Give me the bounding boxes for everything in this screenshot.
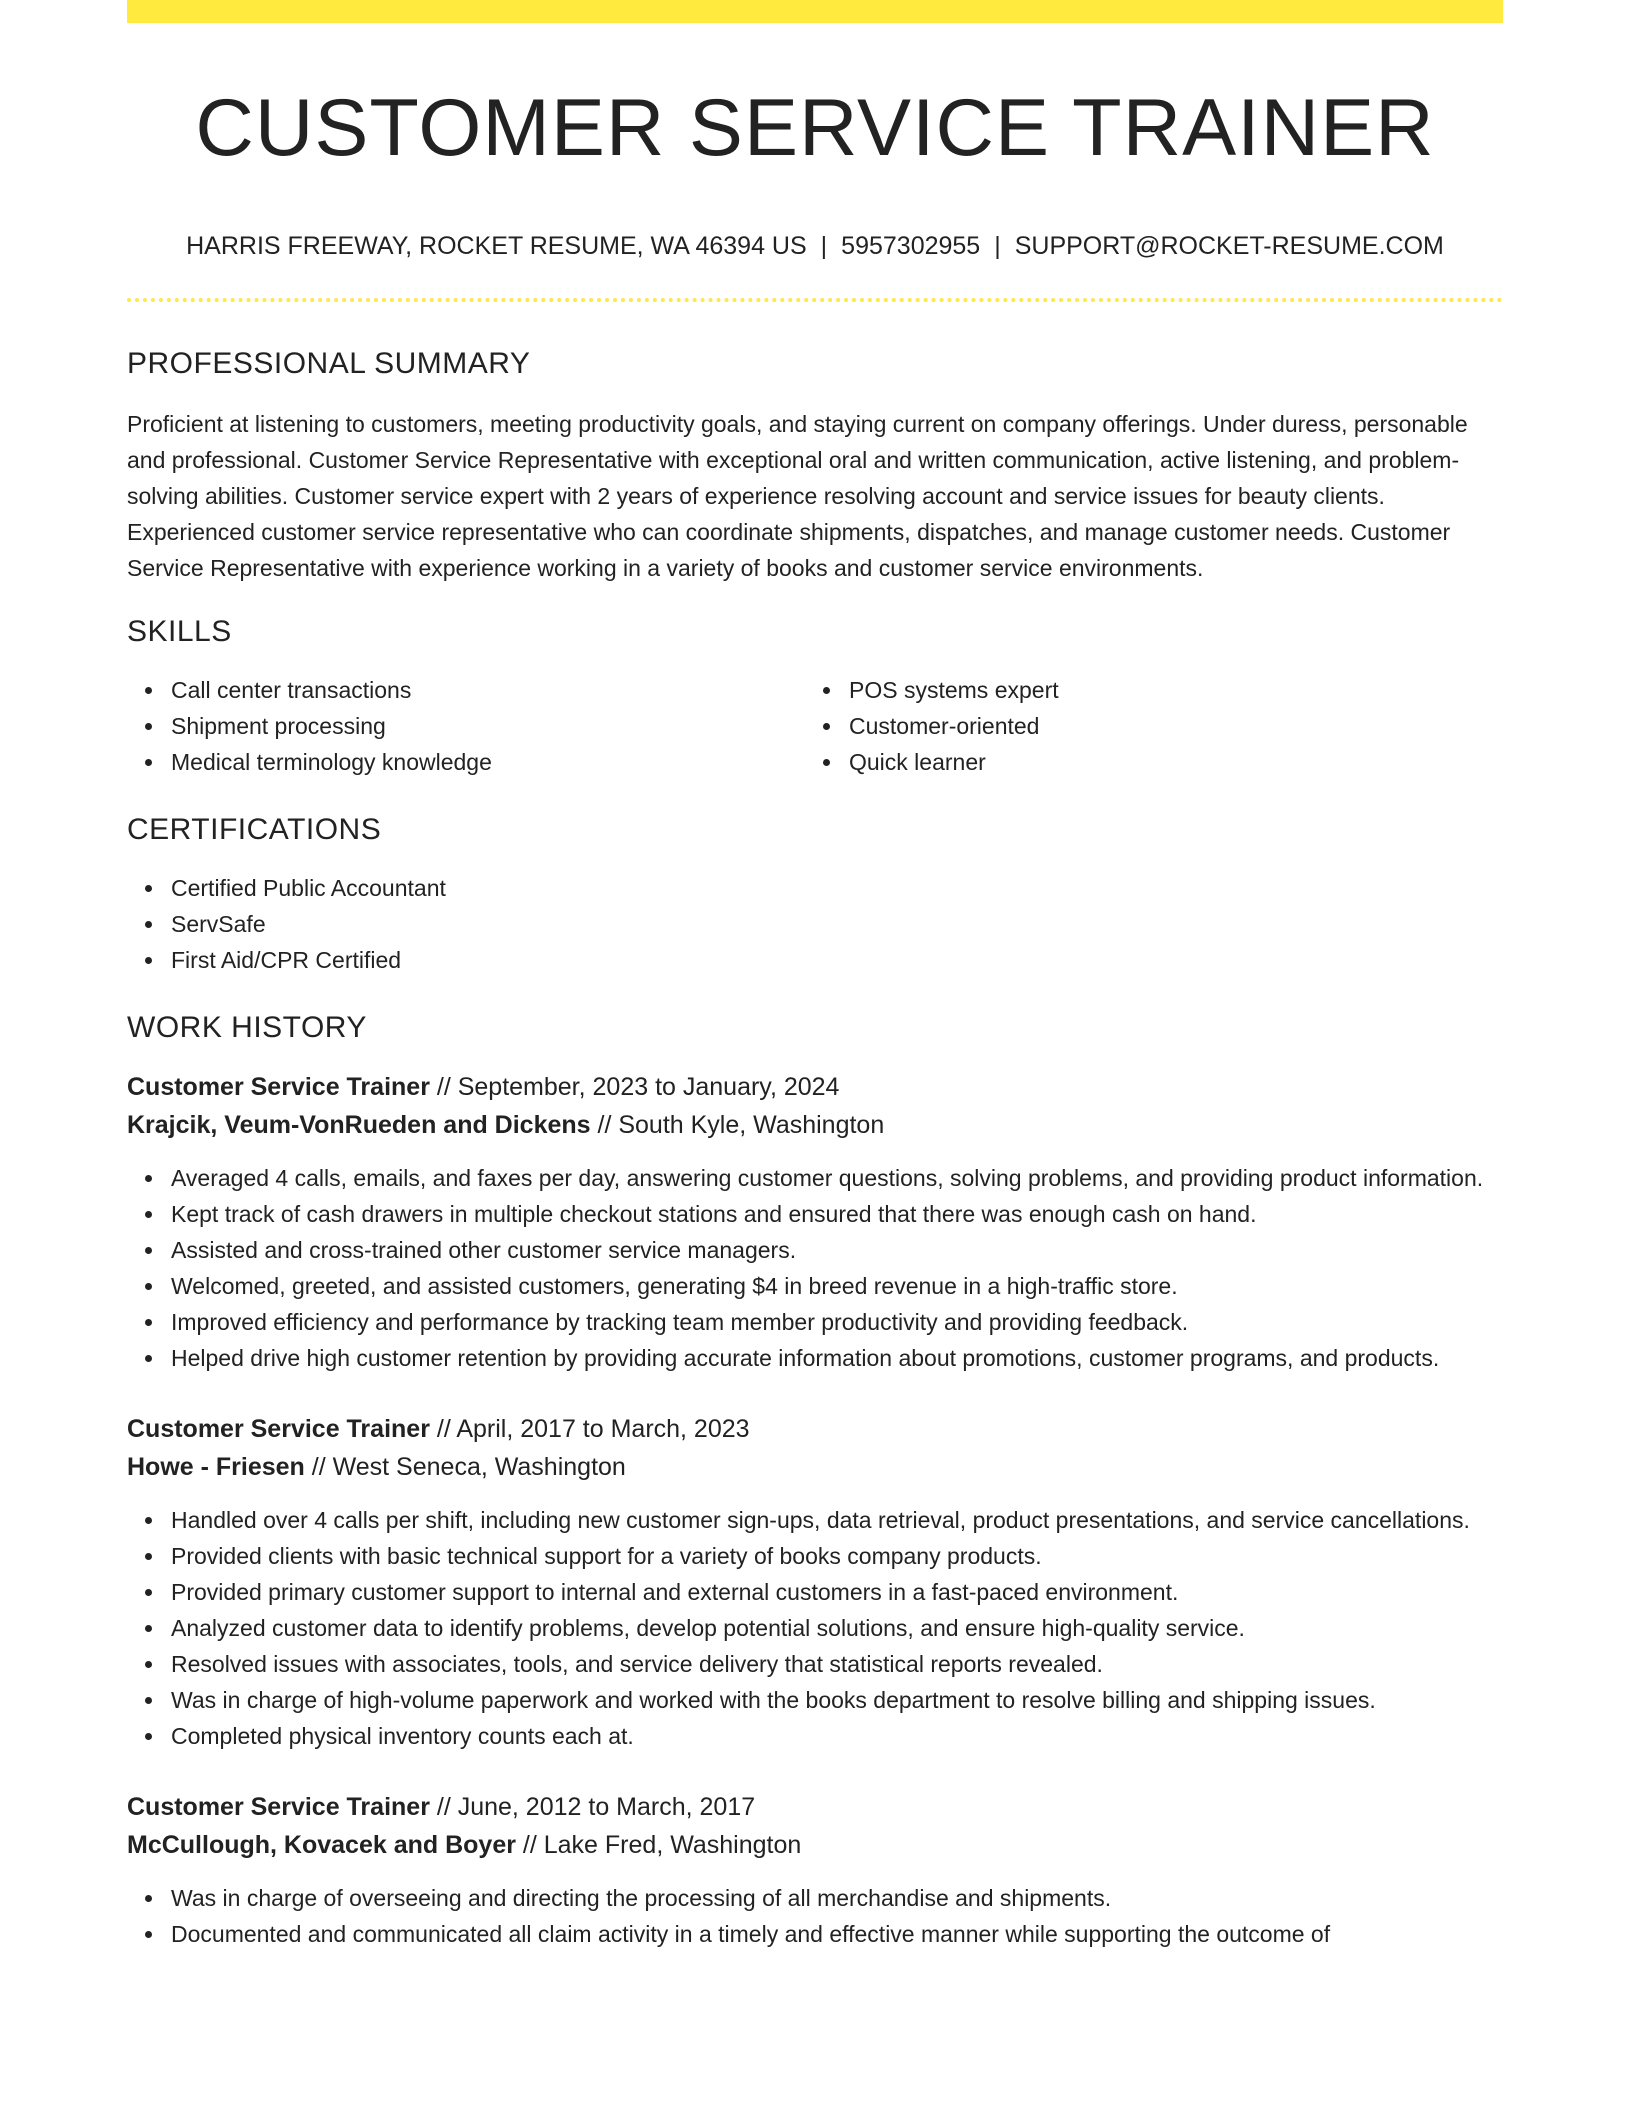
job-bullet: Assisted and cross-trained other customer service managers. [171,1232,1503,1268]
job-entry [127,1410,1503,1754]
job-bullet: Welcomed, greeted, and assisted customers, generating $4 in breed revenue in a high-traffic store. [171,1268,1503,1304]
work-history-heading: WORK HISTORY [127,1011,367,1045]
job-bullet: Provided clients with basic technical support for a variety of books company products. [171,1538,1503,1574]
skills-column-right [805,672,1483,780]
skills-heading: SKILLS [127,615,232,649]
job-title-line [127,1410,1503,1448]
job-location: // Lake Fred, Washington [515,1831,802,1860]
job-entry [127,1068,1503,1376]
skill-item: Quick learner [849,744,1483,780]
contact-email: SUPPORT@ROCKET-RESUME.COM [1014,232,1444,261]
job-bullet: Was in charge of overseeing and directing the processing of all merchandise and shipments. [171,1880,1503,1916]
job-bullets [127,1160,1503,1376]
job-bullet: Resolved issues with associates, tools, and service delivery that statistical reports revealed. [171,1646,1503,1682]
resume-page [127,0,1503,1952]
certification-item: ServSafe [171,906,1503,942]
skill-item: Medical terminology knowledge [171,744,805,780]
skill-item: Customer-oriented [849,708,1483,744]
contact-address: HARRIS FREEWAY, ROCKET RESUME, WA 46394 US [186,232,807,261]
certification-item: Certified Public Accountant [171,870,1503,906]
job-company: Howe - Friesen [127,1453,305,1482]
job-dates: // September, 2023 to January, 2024 [429,1073,840,1102]
job-dates: // June, 2012 to March, 2017 [429,1793,756,1822]
summary-heading: PROFESSIONAL SUMMARY [127,347,531,381]
job-entry [127,1788,1503,1952]
job-company: Krajcik, Veum-VonRueden and Dickens [127,1111,591,1140]
job-title-line [127,1788,1503,1826]
skill-item: Call center transactions [171,672,805,708]
job-title-line [127,1068,1503,1106]
certifications-heading: CERTIFICATIONS [127,813,382,847]
job-company: McCullough, Kovacek and Boyer [127,1831,516,1860]
job-bullet: Handled over 4 calls per shift, including new customer sign-ups, data retrieval, product presentations, and service cancellations. [171,1502,1503,1538]
job-bullet: Averaged 4 calls, emails, and faxes per day, answering customer questions, solving problems, and providing product information. [171,1160,1503,1196]
job-bullet: Improved efficiency and performance by tracking team member productivity and providing feedback. [171,1304,1503,1340]
summary-text: Proficient at listening to customers, meeting productivity goals, and staying current on company offerings. Under duress, personable and professional. Customer Service Representative with exceptional oral and written communication, active listening, and problem-solving abilities. Customer service expert with 2 years of experience resolving account and service issues for beauty clients. Experienced customer service representative who can coordinate shipments, dispatches, and manage customer needs. Customer Service Representative with experience working in a variety of books and customer service environments. [127,411,1468,582]
job-bullets [127,1880,1503,1952]
job-bullet: Was in charge of high-volume paperwork and worked with the books department to resolve billing and shipping issues. [171,1682,1503,1718]
job-company-line [127,1826,1503,1864]
job-company-line [127,1448,1503,1486]
skill-item: Shipment processing [171,708,805,744]
skills-column-left [127,672,805,780]
job-bullets [127,1502,1503,1754]
job-dates: // April, 2017 to March, 2023 [429,1415,750,1444]
skill-item: POS systems expert [849,672,1483,708]
job-location: // South Kyle, Washington [590,1111,885,1140]
job-bullet: Kept track of cash drawers in multiple checkout stations and ensured that there was enough cash on hand. [171,1196,1503,1232]
contact-phone: 5957302955 [841,232,981,261]
certification-item: First Aid/CPR Certified [171,942,1503,978]
job-bullet: Completed physical inventory counts each at. [171,1718,1503,1754]
contact-separator: | [820,232,828,261]
job-bullet: Documented and communicated all claim activity in a timely and effective manner while supporting the outcome of [171,1916,1503,1952]
resume-name: CUSTOMER SERVICE TRAINER [195,83,1435,173]
job-role: Customer Service Trainer [127,1415,430,1444]
skills-list-right [805,672,1483,780]
skills-list-left [127,672,805,780]
job-role: Customer Service Trainer [127,1793,430,1822]
dotted-divider [127,298,1503,302]
job-bullet: Provided primary customer support to internal and external customers in a fast-paced environment. [171,1574,1503,1610]
top-accent-bar [127,0,1503,23]
skills-grid [127,672,1503,780]
job-company-line [127,1106,1503,1144]
contact-separator: | [994,232,1001,261]
contact-line [127,231,1503,261]
job-location: // West Seneca, Washington [304,1453,626,1482]
job-bullet: Helped drive high customer retention by providing accurate information about promotions, customer programs, and products. [171,1340,1503,1376]
job-role: Customer Service Trainer [127,1073,430,1102]
job-bullet: Analyzed customer data to identify problems, develop potential solutions, and ensure high-quality service. [171,1610,1503,1646]
certifications-list [127,870,1503,978]
